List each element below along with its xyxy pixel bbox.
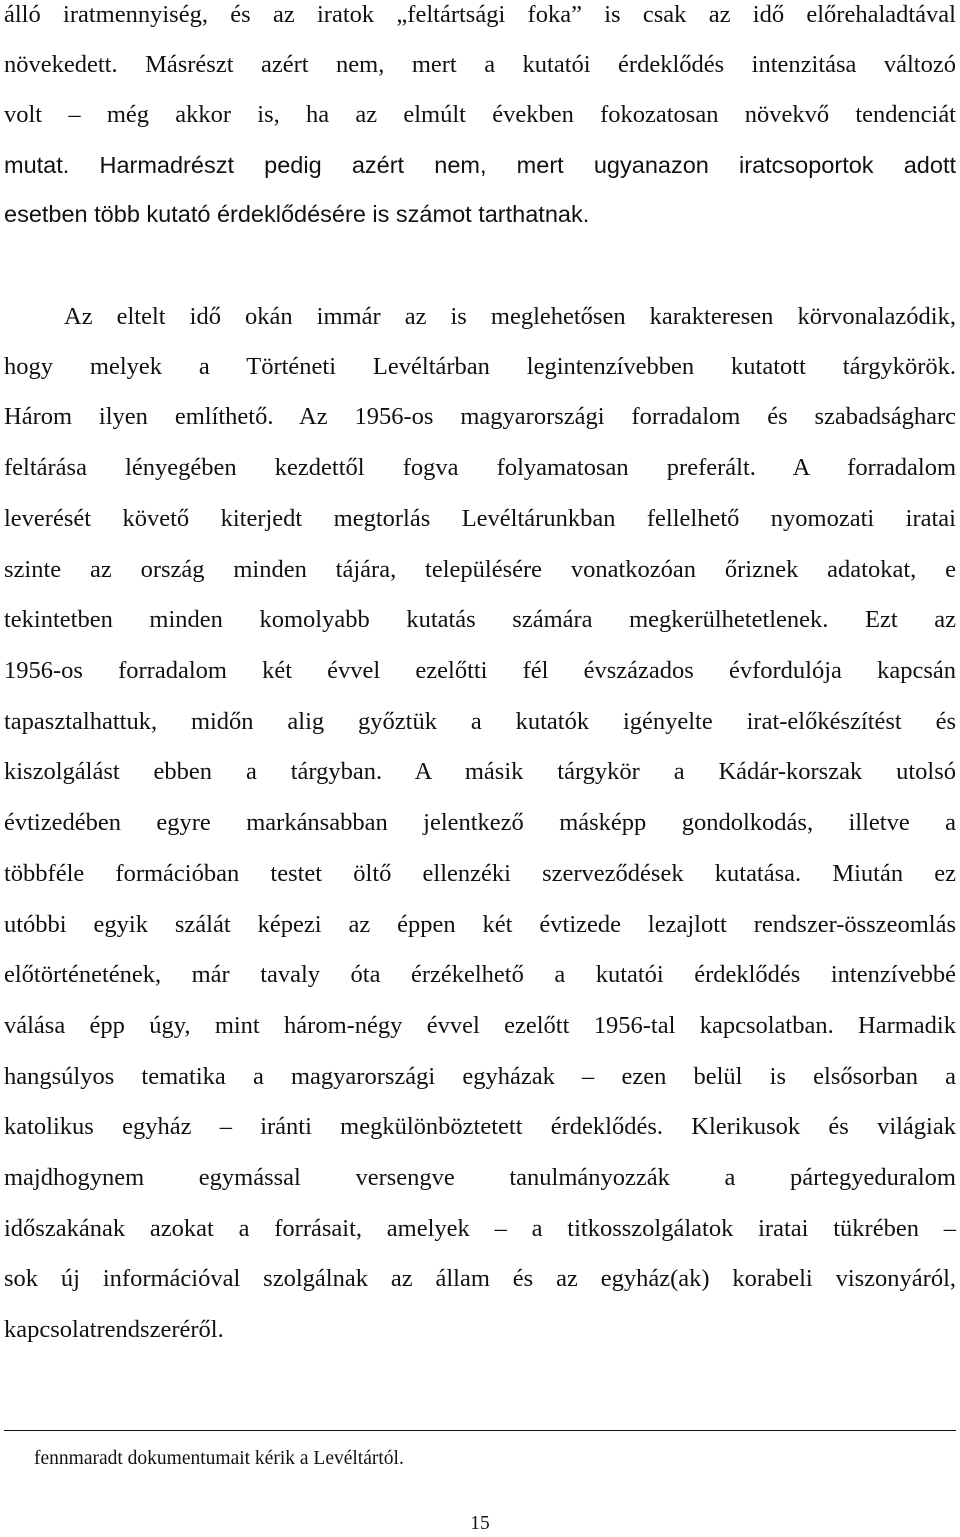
body-text-line: válása épp úgy, mint három-négy évvel ezelőtt 1956-tal kapcsolatban. Harmadik xyxy=(4,1012,956,1039)
body-text-line: hogy melyek a Történeti Levéltárban legintenzívebben kutatott tárgykörök. xyxy=(4,353,956,380)
body-text-line: leverését követő kiterjedt megtorlás Levéltárunkban fellelhető nyomozati iratai xyxy=(4,505,956,532)
body-text-line: tapasztalhattuk, midőn alig győztük a kutatók igényelte irat-előkészítést és xyxy=(4,708,956,735)
page-number: 15 xyxy=(470,1513,490,1534)
body-text-line: sok új információval szolgálnak az állam és az egyház(ak) korabeli viszonyáról, xyxy=(4,1265,956,1292)
body-text-line: kapcsolatrendszeréről. xyxy=(4,1316,224,1343)
body-text-line: többféle formációban testet öltő ellenzéki szerveződések kutatása. Miután ez xyxy=(4,860,956,887)
body-text-line: utóbbi egyik szálát képezi az éppen két évtizede lezajlott rendszer-összeomlás xyxy=(4,911,956,938)
body-text-line: esetben több kutató érdeklődésére is számot tarthatnak. xyxy=(4,201,590,227)
body-text-line: Három ilyen említhető. Az 1956-os magyarországi forradalom és szabadságharc xyxy=(4,403,956,430)
body-text-line: évtizedében egyre markánsabban jelentkező másképp gondolkodás, illetve a xyxy=(4,809,956,836)
body-text-line: kiszolgálást ebben a tárgyban. A másik tárgykör a Kádár-korszak utolsó xyxy=(4,758,956,785)
body-text-line: álló iratmennyiség, és az iratok „feltártsági foka” is csak az idő előrehaladtával xyxy=(4,1,956,28)
footnote-divider xyxy=(4,1430,956,1431)
body-text-line: 1956-os forradalom két évvel ezelőtti fél évszázados évfordulója kapcsán xyxy=(4,657,956,684)
body-text-line: feltárása lényegében kezdettől fogva folyamatosan preferált. A forradalom xyxy=(4,454,956,481)
body-text-line: volt – még akkor is, ha az elmúlt években fokozatosan növekvő tendenciát xyxy=(4,101,956,128)
body-text-line: tekintetben minden komolyabb kutatás számára megkerülhetetlenek. Ezt az xyxy=(4,606,956,633)
body-text-line: előtörténetének, már tavaly óta érzékelhető a kutatói érdeklődés intenzívebbé xyxy=(4,961,956,988)
body-text-line: növekedett. Másrészt azért nem, mert a kutatói érdeklődés intenzitása változó xyxy=(4,51,956,78)
footnote-text: fennmaradt dokumentumait kérik a Levéltártól. xyxy=(34,1448,404,1469)
paragraph-first-line: Az eltelt idő okán immár az is meglehetősen karakteresen körvonalazódik, xyxy=(64,303,956,330)
body-text-line: mutat. Harmadrészt pedig azért nem, mert ugyanazon iratcsoportok adott xyxy=(4,152,956,178)
body-text-line: szinte az ország minden tájára, településére vonatkozóan őriznek adatokat, e xyxy=(4,556,956,583)
body-text-line: majdhogynem egymással versengve tanulmányozzák a pártegyeduralom xyxy=(4,1164,956,1191)
body-text-line: hangsúlyos tematika a magyarországi egyházak – ezen belül is elsősorban a xyxy=(4,1063,956,1090)
body-text-line: katolikus egyház – iránti megkülönböztetett érdeklődés. Klerikusok és világiak xyxy=(4,1113,956,1140)
body-text-line: időszakának azokat a forrásait, amelyek – a titkosszolgálatok iratai tükrében – xyxy=(4,1215,956,1242)
